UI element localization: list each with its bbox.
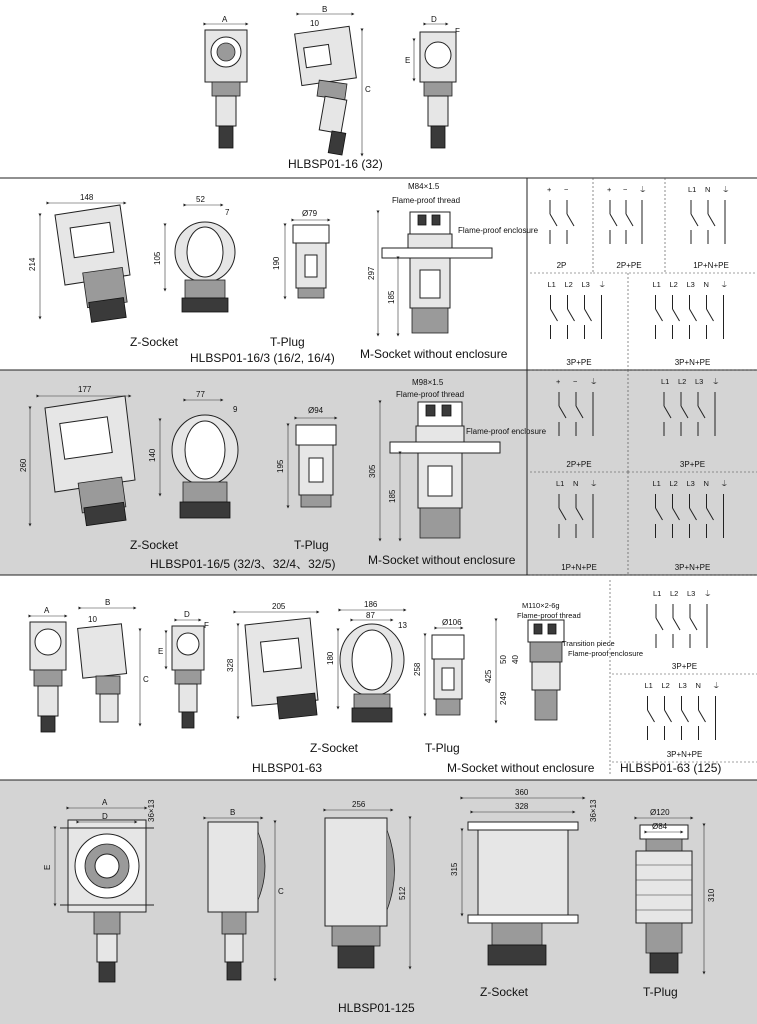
dim-label: 77 <box>196 390 205 399</box>
section-1-title: HLBSP01-16 (32) <box>288 157 383 171</box>
t-plug-label: T-Plug <box>294 538 329 552</box>
wiring-label: 1P+N+PE <box>561 563 597 572</box>
dim-label: B <box>105 598 111 607</box>
pole-label: N <box>703 280 709 289</box>
section-5-title: HLBSP01-125 <box>338 1001 415 1015</box>
pole-label: L1 <box>652 479 661 488</box>
dim-label: A <box>44 606 50 615</box>
thread-label: M98×1.5 <box>412 378 444 387</box>
section-4-drawings <box>30 598 564 732</box>
dim-label: Ø94 <box>308 406 324 415</box>
dim-label: 315 <box>450 862 459 876</box>
section-1-drawings <box>205 5 460 155</box>
wiring-label: 2P+PE <box>616 261 642 270</box>
thread-note: Flame-proof thread <box>517 611 581 620</box>
pole-label: ⏚ <box>712 377 720 386</box>
pole-label: L3 <box>581 280 590 289</box>
pole-label: ⏚ <box>704 589 712 598</box>
pole-label: N <box>703 479 709 488</box>
enclosure-note: Flame-proof enclosure <box>466 427 547 436</box>
dim-label: C <box>365 85 371 94</box>
dim-label: Ø79 <box>302 209 318 218</box>
dim-label: Ø106 <box>442 618 462 627</box>
pole-label: L3 <box>686 280 695 289</box>
pole-label: L2 <box>670 589 679 598</box>
dim-label: 310 <box>707 888 716 902</box>
dim-label: 13 <box>398 621 407 630</box>
m-socket-label: M-Socket without enclosure <box>447 761 595 775</box>
dim-label: 185 <box>387 290 396 304</box>
pole-label: ⏚ <box>590 479 598 488</box>
wiring-label: 1P+N+PE <box>693 261 729 270</box>
dim-label: 190 <box>272 256 281 270</box>
dim-label: 328 <box>515 802 529 811</box>
section-2-title: HLBSP01-16/3 (16/2, 16/4) <box>190 351 335 365</box>
z-socket-label: Z-Socket <box>480 985 529 999</box>
pole-label: L2 <box>669 280 678 289</box>
wiring-label: 3P+PE <box>671 662 698 671</box>
pole-label: L1 <box>556 479 565 488</box>
thread-note: Flame-proof thread <box>396 390 465 399</box>
wiring-label: 2P <box>556 261 567 270</box>
dim-label: C <box>143 675 149 684</box>
pole-label: ⏚ <box>720 280 728 289</box>
section-4-title-2: HLBSP01-63 (125) <box>620 761 722 775</box>
dim-label: 7 <box>225 208 230 217</box>
dim-label: 258 <box>413 662 422 676</box>
pole-label: L2 <box>669 479 678 488</box>
dim-label: D <box>102 812 108 821</box>
section-3-title: HLBSP01-16/5 (32/3、32/4、32/5) <box>150 557 336 571</box>
dim-label: 9 <box>233 405 238 414</box>
pole-label: L3 <box>686 479 695 488</box>
t-plug-label: T-Plug <box>270 335 305 349</box>
dim-label: 185 <box>388 489 397 503</box>
dim-label: 195 <box>276 459 285 473</box>
thread-label: M84×1.5 <box>408 182 440 191</box>
dim-label: 140 <box>148 448 157 462</box>
dim-label: 186 <box>364 600 378 609</box>
section-2-drawings <box>28 193 492 335</box>
dim-label: F <box>455 27 460 36</box>
dim-label: 249 <box>499 691 508 705</box>
pole-label: L1 <box>652 280 661 289</box>
pole-label: L2 <box>564 280 573 289</box>
z-socket-label: Z-Socket <box>310 741 359 755</box>
pole-label: N <box>695 681 701 690</box>
dim-label: E <box>158 647 164 656</box>
pole-label: ⏚ <box>720 479 728 488</box>
dim-label: 512 <box>398 886 407 900</box>
dim-label: Ø84 <box>652 822 668 831</box>
z-socket-label: Z-Socket <box>130 335 179 349</box>
pole-label: N <box>573 479 579 488</box>
pole-label: L3 <box>687 589 696 598</box>
dim-label: 425 <box>484 669 493 683</box>
dim-label: D <box>431 15 437 24</box>
dim-label: 180 <box>326 651 335 665</box>
dim-label: Ø120 <box>650 808 670 817</box>
pole-label: − <box>573 377 578 386</box>
enclosure-note: Flame-proof enclosure <box>568 649 644 658</box>
dim-label: 205 <box>272 602 286 611</box>
dim-label: 40 <box>511 655 520 664</box>
pole-label: L1 <box>661 377 670 386</box>
dim-label: 214 <box>28 257 37 271</box>
dim-label: 105 <box>153 251 162 265</box>
pole-label: L1 <box>688 185 697 194</box>
section-4-title: HLBSP01-63 <box>252 761 323 775</box>
wiring-label: 2P+PE <box>566 460 592 469</box>
dim-label: E <box>43 864 52 870</box>
pole-label: ⏚ <box>722 185 730 194</box>
pole-label: ⏚ <box>598 280 606 289</box>
dim-label: B <box>230 808 236 817</box>
dim-label: 256 <box>352 800 366 809</box>
dim-label: 36×13 <box>589 799 598 822</box>
wiring-label: 3P+N+PE <box>666 750 703 759</box>
pole-label: ⏚ <box>712 681 720 690</box>
pole-label: ⏚ <box>590 377 598 386</box>
dim-label: 260 <box>19 458 28 472</box>
dim-label: 87 <box>366 611 375 620</box>
dim-label: A <box>222 15 228 24</box>
wiring-cell-w3 <box>665 185 757 273</box>
wiring-cell-w1 <box>530 178 593 273</box>
pole-label: L1 <box>644 681 653 690</box>
wiring-cell-w11 <box>612 681 757 762</box>
wiring-label: 3P+PE <box>566 358 592 367</box>
pole-label: ⏚ <box>639 185 647 194</box>
pole-label: − <box>623 185 628 194</box>
dim-label: 36×13 <box>147 799 156 822</box>
dim-label: D <box>184 610 190 619</box>
dim-label: C <box>278 887 284 896</box>
pole-label: + <box>607 185 612 194</box>
wiring-cell-w5 <box>628 280 757 370</box>
dim-label: A <box>102 798 108 807</box>
dim-label: 297 <box>367 266 376 280</box>
dim-label: F <box>204 621 209 630</box>
pole-label: + <box>547 185 552 194</box>
t-plug-label: T-Plug <box>643 985 678 999</box>
dim-label: 328 <box>226 658 235 672</box>
pole-label: L1 <box>653 589 662 598</box>
wiring-cell-w2 <box>593 178 665 273</box>
dim-label: 148 <box>80 193 94 202</box>
dim-label: 52 <box>196 195 205 204</box>
pole-label: + <box>556 377 561 386</box>
thread-note: Flame-proof thread <box>392 196 461 205</box>
transition-note: Transition piece <box>562 639 615 648</box>
pole-label: L2 <box>678 377 687 386</box>
pole-label: L3 <box>695 377 704 386</box>
wiring-label: 3P+N+PE <box>674 358 711 367</box>
dim-label: E <box>405 56 411 65</box>
pole-label: N <box>705 185 711 194</box>
dim-label: 360 <box>515 788 529 797</box>
pole-label: L1 <box>547 280 556 289</box>
wiring-label: 3P+PE <box>679 460 706 469</box>
dim-label: 10 <box>310 19 319 28</box>
dim-label: 305 <box>368 464 377 478</box>
wiring-label: 3P+N+PE <box>674 563 711 572</box>
m-socket-label: M-Socket without enclosure <box>360 347 508 361</box>
pole-label: − <box>564 185 569 194</box>
wiring-cell-w10 <box>612 589 757 674</box>
pole-label: L2 <box>661 681 670 690</box>
m-socket-label: M-Socket without enclosure <box>368 553 516 567</box>
pole-label: L3 <box>678 681 687 690</box>
z-socket-label: Z-Socket <box>130 538 179 552</box>
thread-label: M110×2-6g <box>522 601 560 610</box>
enclosure-note: Flame-proof enclosure <box>458 226 539 235</box>
dim-label: 10 <box>88 615 97 624</box>
dim-label: 50 <box>499 655 508 664</box>
t-plug-label: T-Plug <box>425 741 460 755</box>
dim-label: B <box>322 5 328 14</box>
dim-label: 177 <box>78 385 92 394</box>
wiring-cell-w4 <box>530 273 628 370</box>
